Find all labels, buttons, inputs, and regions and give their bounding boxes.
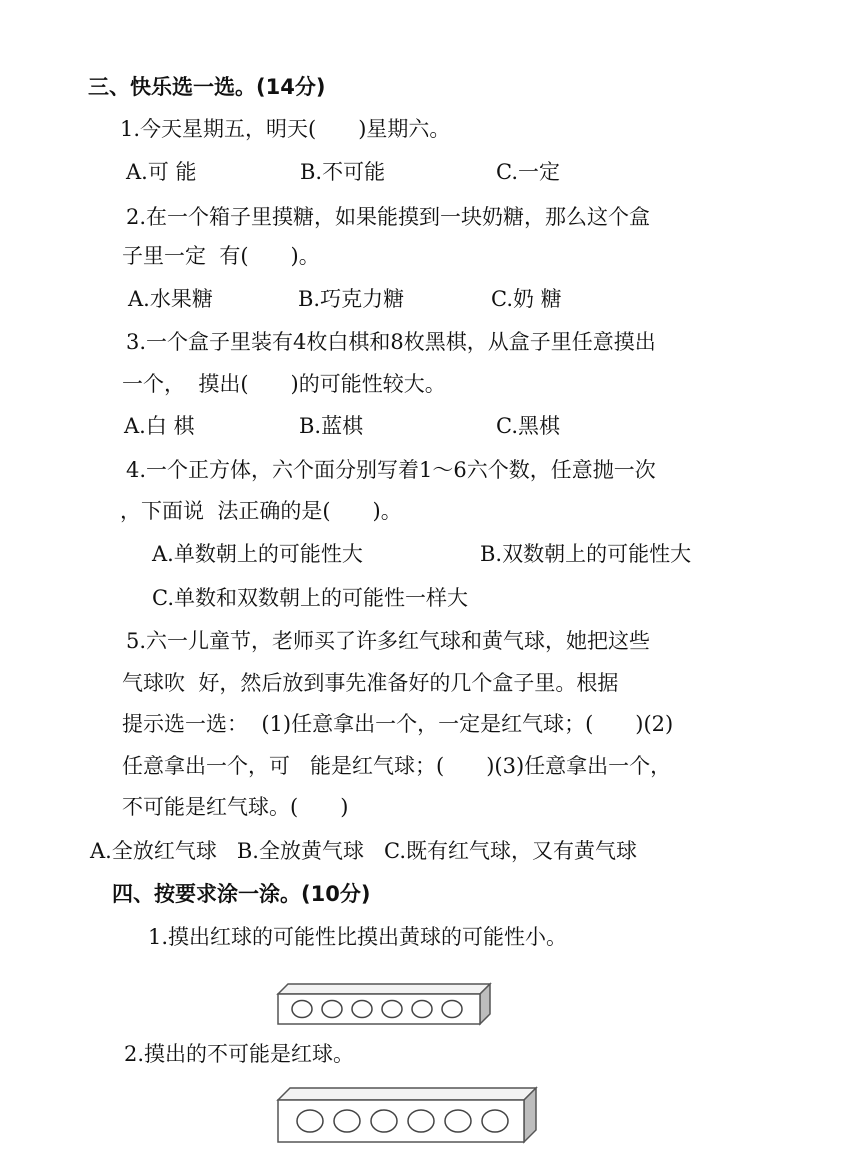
question-4-option-b: B.双数朝上的可能性大 <box>480 542 692 566</box>
question-4-option-a: A.单数朝上的可能性大 <box>152 542 363 566</box>
ball <box>482 1110 508 1132</box>
question-3-option-a: A.白 棋 <box>124 414 195 438</box>
ball <box>445 1110 471 1132</box>
coloring-question-1-text: 1.摸出红球的可能性比摸出黄球的可能性小。 <box>148 925 568 949</box>
question-3-stem-line-2: 一个， 摸出( )的可能性较大。 <box>122 372 446 396</box>
ball-box-large <box>270 1082 550 1148</box>
question-2-option-c: C.奶 糖 <box>491 287 562 311</box>
question-1-option-b: B.不可能 <box>300 160 386 184</box>
coloring-question-2-text: 2.摸出的不可能是红球。 <box>124 1042 355 1066</box>
box-top-face <box>278 1088 536 1100</box>
question-5-stem-line-5: 不可能是红气球。( ) <box>122 795 349 819</box>
question-5-stem-line-4: 任意拿出一个，可 能是红气球；( )(3)任意拿出一个， <box>122 754 672 778</box>
question-1-stem: 1.今天星期五，明天( )星期六。 <box>120 117 451 141</box>
question-2-option-b: B.巧克力糖 <box>298 287 405 311</box>
question-5-stem-line-3: 提示选一选： (1)任意拿出一个，一定是红气球；( )(2) <box>122 712 674 736</box>
question-3-stem-line-1: 3.一个盒子里装有4枚白棋和8枚黑棋，从盒子里任意摸出 <box>126 330 656 354</box>
ball <box>442 1001 462 1018</box>
question-1-option-c: C.一定 <box>496 160 560 184</box>
question-4-stem-line-1: 4.一个正方体，六个面分别写着1～6六个数，任意抛一次 <box>126 458 656 482</box>
question-3-option-b: B.蓝棋 <box>299 414 364 438</box>
question-5-stem-line-2: 气球吹 好，然后放到事先准备好的几个盒子里。根据 <box>122 671 619 695</box>
question-2-stem-line-1: 2.在一个箱子里摸糖，如果能摸到一块奶糖，那么这个盒 <box>126 205 651 229</box>
ball-box-small <box>270 980 500 1030</box>
question-3-option-c: C.黑棋 <box>496 414 560 438</box>
question-5-stem-line-1: 5.六一儿童节，老师买了许多红气球和黄气球，她把这些 <box>126 629 651 653</box>
ball <box>292 1001 312 1018</box>
ball <box>371 1110 397 1132</box>
ball <box>352 1001 372 1018</box>
question-4-option-c: C.单数和双数朝上的可能性一样大 <box>152 586 468 610</box>
question-2-stem-line-2: 子里一定 有( )。 <box>122 244 320 268</box>
ball <box>334 1110 360 1132</box>
ball <box>297 1110 323 1132</box>
question-1-option-a: A.可 能 <box>126 160 197 184</box>
ball <box>412 1001 432 1018</box>
ball <box>382 1001 402 1018</box>
question-4-stem-line-2: ，下面说 法正确的是( )。 <box>120 499 402 523</box>
section-3-heading: 三、快乐选一选。(14分) <box>88 75 326 99</box>
box-top-face <box>278 984 490 994</box>
ball <box>322 1001 342 1018</box>
section-4-heading: 四、按要求涂一涂。(10分) <box>112 882 371 906</box>
ball <box>408 1110 434 1132</box>
question-2-option-a: A.水果糖 <box>128 287 213 311</box>
question-5-options: A.全放红气球 B.全放黄气球 C.既有红气球，又有黄气球 <box>90 839 637 863</box>
